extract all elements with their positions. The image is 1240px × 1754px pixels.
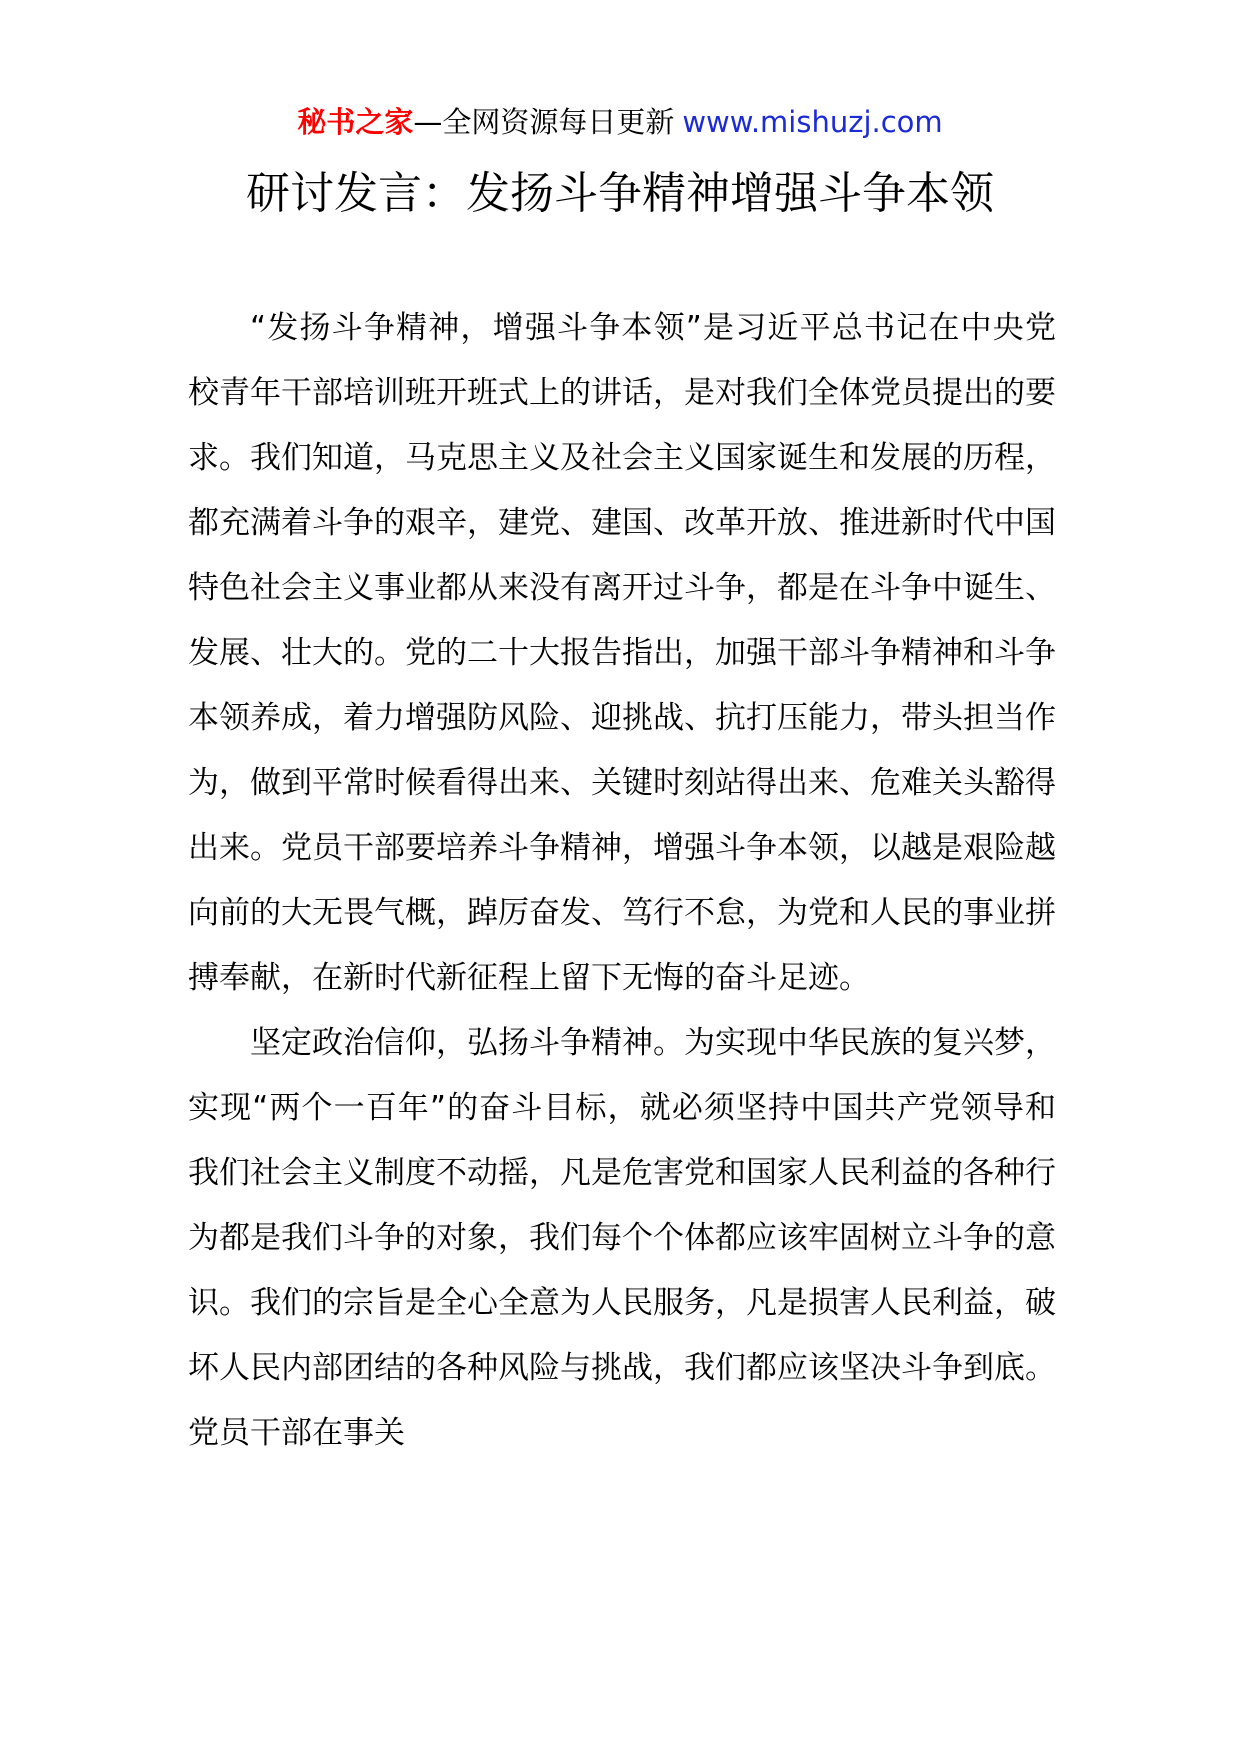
document-title: 研讨发言：发扬斗争精神增强斗争本领 [246, 168, 994, 219]
paragraph-2: 坚定政治信仰，弘扬斗争精神。为实现中华民族的复兴梦，实现“两个一百年”的奋斗目标，就必须坚持中国共产党领导和我们社会主义制度不动摇，凡是危害党和国家人民利益的各种行为都是我们斗争的对象，我们每个个体都应该牢固树立斗争的意识。我们的宗旨是全心全意为人民服务，凡是损害人民利益，破坏人民内部团结的各种风险与挑战，我们都应该坚决斗争到底。党员干部在事关 [188, 1025, 1056, 1451]
site-header [0, 100, 1240, 144]
document-body [188, 296, 1056, 1466]
paragraph-1: “发扬斗争精神，增强斗争本领”是习近平总书记在中央党校青年干部培训班开班式上的讲话，是对我们全体党员提出的要求。我们知道，马克思主义及社会主义国家诞生和发展的历程，都充满着斗争的艰辛，建党、建国、改革开放、推进新时代中国特色社会主义事业都从来没有离开过斗争，都是在斗争中诞生、发展、壮大的。党的二十大报告指出，加强干部斗争精神和斗争本领养成，着力增强防风险、迎挑战、抗打压能力，带头担当作为，做到平常时候看得出来、关键时刻站得出来、危难关头豁得出来。党员干部要培养斗争精神，增强斗争本领，以越是艰险越向前的大无畏气概，踔厉奋发、笃行不怠，为党和人民的事业拼搏奉献，在新时代新征程上留下无悔的奋斗足迹。 [188, 310, 1056, 996]
header-tagline: —全网资源每日更新 [413, 105, 675, 139]
brand-name: 秘书之家 [297, 105, 414, 139]
site-url-link[interactable]: www.mishuzj.com [682, 105, 943, 139]
